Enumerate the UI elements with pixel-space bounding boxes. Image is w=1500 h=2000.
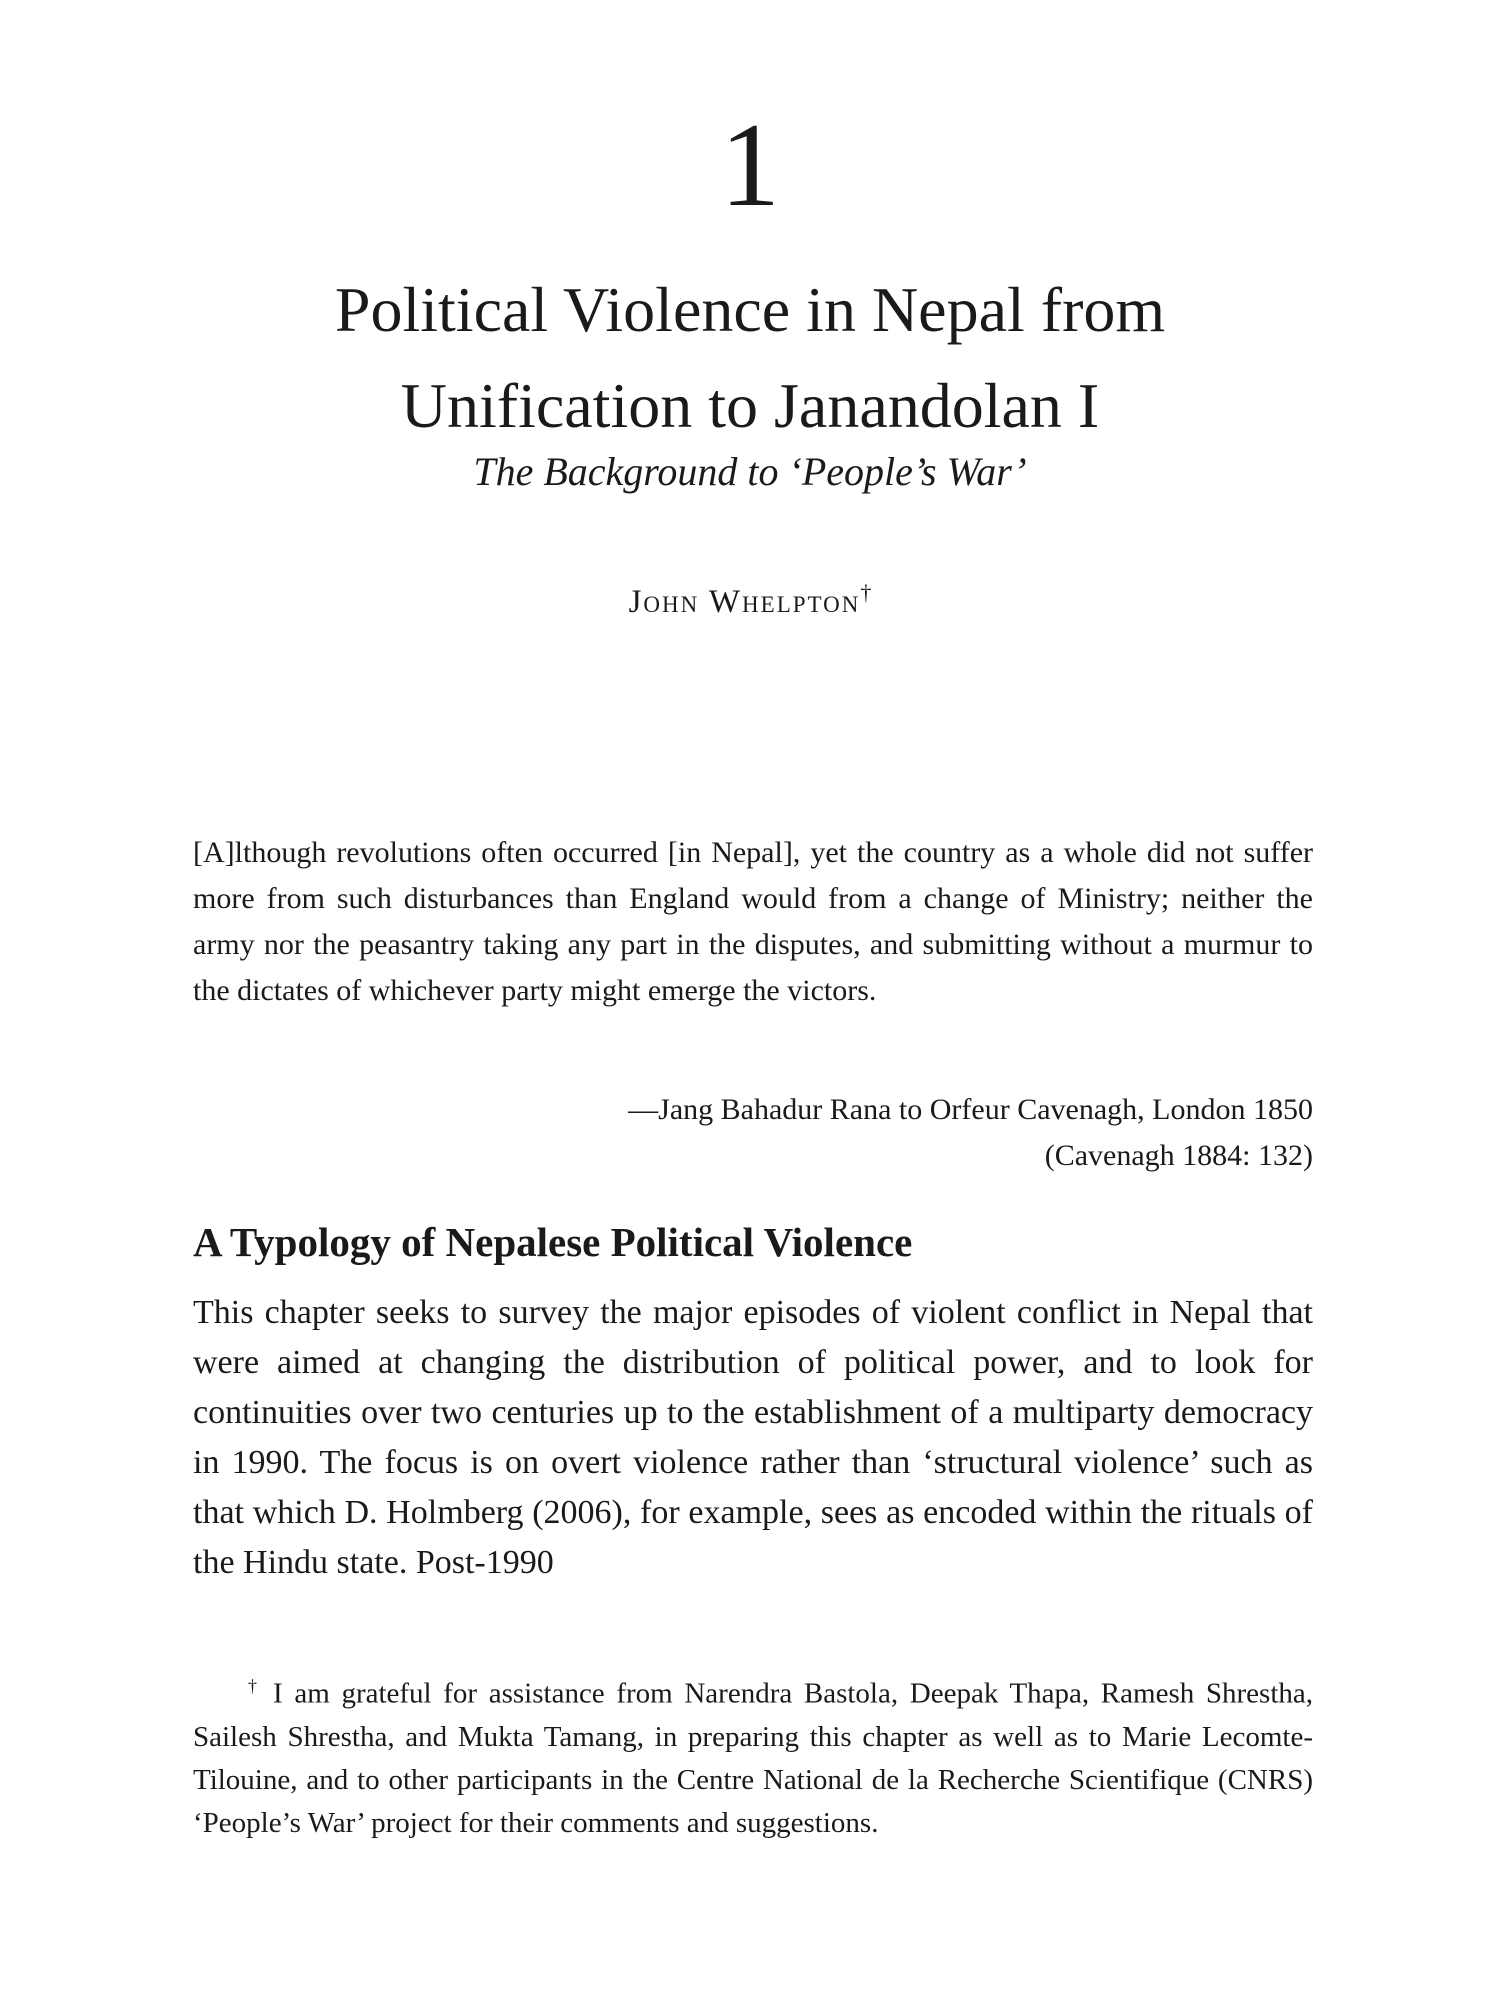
epigraph-quote: [A]lthough revolutions often occurred [in Nepal], yet the country as a whole did not suffer more from such disturbances than England would from a change of Ministry; neither the army nor the peasantry taking any part in the disputes, and submitting without a murmur to the dictates of whichever party might emerge the victors. (193, 836, 1313, 1007)
chapter-title-line-2: Unification to Janandolan I (400, 370, 1100, 441)
epigraph-citation: (Cavenagh 1884: 132) (1044, 1139, 1313, 1172)
footnote-mark: † (248, 1676, 262, 1696)
chapter-number: 1 (720, 98, 780, 231)
section-heading: A Typology of Nepalese Political Violence (193, 1219, 913, 1265)
epigraph-source: —Jang Bahadur Rana to Orfeur Cavenagh, London 1850 (628, 1093, 1313, 1126)
chapter-title-line-1: Political Violence in Nepal from (334, 274, 1166, 345)
author-name: John Whelpton (628, 584, 861, 620)
body-paragraph: This chapter seeks to survey the major episodes of violent conflict in Nepal that were aimed at changing the distribution of political power, and to look for continuities over two centuries up to the establishment of a multiparty democracy in 1990. The focus is on overt violence rather than ‘structural violence’ such as that which D. Holmberg (2006), for example, sees as encoded within the rituals of the Hindu state. Post-1990 (193, 1294, 1313, 1581)
footnote-text: I am grateful for assistance from Narendra Bastola, Deepak Thapa, Ramesh Shrestha, Sailesh Shrestha, and Mukta Tamang, in preparing this chapter as well as to Marie Lecomte-Tilouine, and to other participants in the Centre National de la Recherche Scientifique (CNRS) ‘People’s War’ project for their comments and suggestions. (193, 1677, 1313, 1839)
chapter-title (0, 262, 1500, 454)
author-line (0, 580, 1500, 623)
epigraph-attribution (193, 1087, 1313, 1179)
author-footnote-mark: † (860, 580, 872, 605)
chapter-subtitle: The Background to ‘People’s War’ (473, 449, 1027, 494)
footnote (193, 1665, 1313, 1845)
